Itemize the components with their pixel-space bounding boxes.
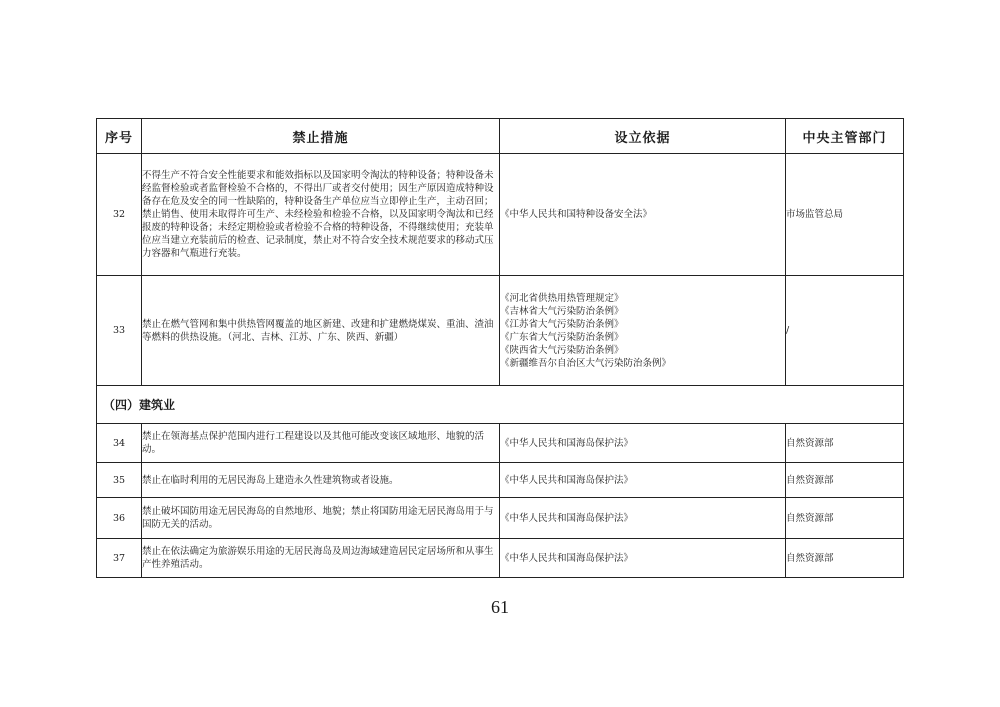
section-heading-row (97, 386, 904, 424)
basis-line: 《中华人民共和国海岛保护法》 (500, 474, 634, 486)
row-number: 35 (97, 463, 142, 498)
basis-line: 《中华人民共和国特种设备安全法》 (500, 209, 653, 220)
basis-line: 《吉林省大气污染防治条例》 (500, 305, 624, 317)
table-row (97, 424, 904, 463)
header-legal-basis: 设立依据 (500, 119, 786, 154)
page-number: 61 (491, 597, 509, 617)
table-row (97, 154, 904, 276)
basis-line: 《新疆维吾尔自治区大气污染防治条例》 (500, 357, 672, 369)
row-basis (500, 424, 786, 463)
row-basis (500, 463, 786, 498)
row-measure: 禁止在领海基点保护范围内进行工程建设以及其他可能改变该区域地形、地貌的活动。 (142, 424, 500, 463)
basis-line: 《江苏省大气污染防治条例》 (500, 318, 624, 330)
header-central-department: 中央主管部门 (786, 119, 904, 154)
row-measure: 禁止在临时利用的无居民海岛上建造永久性建筑物或者设施。 (142, 463, 500, 498)
row-measure: 禁止在依法确定为旅游娱乐用途的无居民海岛及周边海域建造居民定居场所和从事生产性养殖活动。 (142, 539, 500, 578)
basis-line: 《河北省供热用热管理规定》 (500, 292, 624, 304)
row-basis (500, 498, 786, 539)
table-row (97, 276, 904, 386)
section-title: （四）建筑业 (97, 386, 904, 424)
row-department: 市场监管总局 (786, 154, 904, 276)
header-serial-number: 序号 (97, 119, 142, 154)
row-department: / (786, 276, 904, 386)
row-basis (500, 276, 786, 386)
prohibition-measures-table (96, 118, 904, 578)
table-header-row (97, 119, 904, 154)
row-basis (500, 154, 786, 276)
basis-line: 《中华人民共和国海岛保护法》 (500, 552, 634, 564)
row-department: 自然资源部 (786, 463, 904, 498)
basis-line: 《中华人民共和国海岛保护法》 (500, 512, 634, 524)
row-measure: 禁止在燃气管网和集中供热管网覆盖的地区新建、改建和扩建燃烧煤炭、重油、渣油等燃料的供热设施。（河北、吉林、江苏、广东、陕西、新疆） (142, 276, 500, 386)
row-number: 37 (97, 539, 142, 578)
row-measure: 不得生产不符合安全性能要求和能效指标以及国家明令淘汰的特种设备；特种设备未经监督检验或者监督检验不合格的，不得出厂或者交付使用；因生产原因造成特种设备存在危及安全的同一性缺陷的，特种设备生产单位应当立即停止生产，主动召回；禁止销售、使用未取得许可生产、未经检验和检验不合格，以及国家明令淘汰和已经报废的特种设备；未经定期检验或者检验不合格的特种设备，不得继续使用；充装单位应当建立充装前后的检查、记录制度，禁止对不符合安全技术规范要求的移动式压力容器和气瓶进行充装。 (142, 154, 500, 276)
table-row (97, 498, 904, 539)
table-row (97, 463, 904, 498)
header-prohibition-measure: 禁止措施 (142, 119, 500, 154)
row-number: 34 (97, 424, 142, 463)
basis-line: 《广东省大气污染防治条例》 (500, 331, 624, 343)
row-number: 36 (97, 498, 142, 539)
table-row (97, 539, 904, 578)
row-department: 自然资源部 (786, 539, 904, 578)
basis-line: 《中华人民共和国海岛保护法》 (500, 437, 634, 449)
row-basis (500, 539, 786, 578)
row-number: 33 (97, 276, 142, 386)
row-department: 自然资源部 (786, 424, 904, 463)
basis-line: 《陕西省大气污染防治条例》 (500, 344, 624, 356)
row-measure: 禁止破坏国防用途无居民海岛的自然地形、地貌；禁止将国防用途无居民海岛用于与国防无关的活动。 (142, 498, 500, 539)
row-number: 32 (97, 154, 142, 276)
row-department: 自然资源部 (786, 498, 904, 539)
